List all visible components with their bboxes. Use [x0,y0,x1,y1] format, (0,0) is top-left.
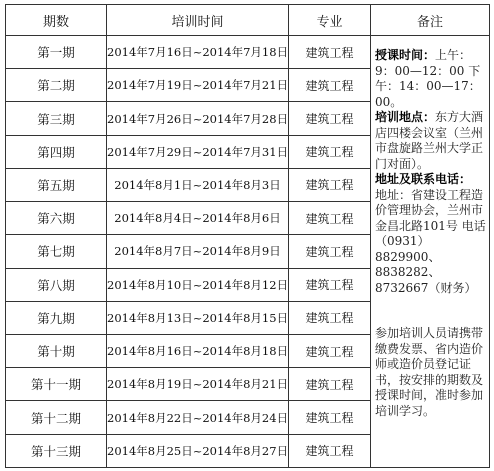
major-cell: 建筑工程 [289,368,371,401]
contact-text: 地址：省建设工程造价管理协会，兰州市金昌北路101号 电话（0931）8829900、8838282、8732667（财务） [375,187,486,295]
header-period: 期数 [6,5,107,36]
location-label: 培训地点： [375,110,436,124]
period-cell: 第十二期 [6,401,107,434]
major-cell: 建筑工程 [289,102,371,135]
header-major: 专业 [289,5,371,36]
major-cell: 建筑工程 [289,334,371,367]
major-cell: 建筑工程 [289,434,371,467]
training-time-cell: 2014年8月4日~2014年8月6日 [107,202,289,235]
training-time-cell: 2014年8月10日~2014年8月12日 [107,268,289,301]
period-cell: 第七期 [6,235,107,268]
major-cell: 建筑工程 [289,268,371,301]
training-schedule-table [5,4,490,468]
major-cell: 建筑工程 [289,235,371,268]
major-cell: 建筑工程 [289,202,371,235]
major-cell: 建筑工程 [289,135,371,168]
class-time-text: 上午：9：00—12：00 下午：14：00—17：00。 [375,48,481,109]
period-cell: 第一期 [6,36,107,69]
major-cell: 建筑工程 [289,168,371,201]
period-cell: 第五期 [6,168,107,201]
period-cell: 第二期 [6,69,107,102]
class-time-label: 授课时间： [375,48,436,62]
training-time-cell: 2014年8月22日~2014年8月24日 [107,401,289,434]
reminder-note: 参加培训人员请携带缴费发票、省内造价师或造价员登记证书，按安排的期数及授课时间，准时参加培训学习。 [375,326,484,418]
training-time-cell: 2014年8月13日~2014年8月15日 [107,301,289,334]
schedule-body [6,36,490,468]
contact-note [375,172,486,296]
period-cell: 第八期 [6,268,107,301]
training-time-cell: 2014年8月16日~2014年8月18日 [107,334,289,367]
training-time-cell: 2014年8月25日~2014年8月27日 [107,434,289,467]
contact-label: 地址及联系电话： [375,172,472,186]
training-time-cell: 2014年8月19日~2014年8月21日 [107,368,289,401]
training-time-cell: 2014年8月1日~2014年8月3日 [107,168,289,201]
location-note [375,110,486,172]
major-cell: 建筑工程 [289,69,371,102]
table-row [6,36,490,69]
training-time-cell: 2014年7月16日~2014年7月18日 [107,36,289,69]
location-text: 东方大酒店四楼会议室（兰州市盘旋路兰州大学正门对面）。 [375,110,484,171]
period-cell: 第六期 [6,202,107,235]
period-cell: 第十三期 [6,434,107,467]
period-cell: 第三期 [6,102,107,135]
period-cell: 第九期 [6,301,107,334]
header-notes: 备注 [371,5,490,36]
notes-cell [371,36,490,468]
training-time-cell: 2014年7月29日~2014年7月31日 [107,135,289,168]
training-time-cell: 2014年7月19日~2014年7月21日 [107,69,289,102]
period-cell: 第十一期 [6,368,107,401]
class-time-note [375,48,486,110]
major-cell: 建筑工程 [289,301,371,334]
header-row [6,5,490,36]
period-cell: 第四期 [6,135,107,168]
training-time-cell: 2014年8月7日~2014年8月9日 [107,235,289,268]
major-cell: 建筑工程 [289,401,371,434]
header-training-time: 培训时间 [107,5,289,36]
training-time-cell: 2014年7月26日~2014年7月28日 [107,102,289,135]
major-cell: 建筑工程 [289,36,371,69]
period-cell: 第十期 [6,334,107,367]
